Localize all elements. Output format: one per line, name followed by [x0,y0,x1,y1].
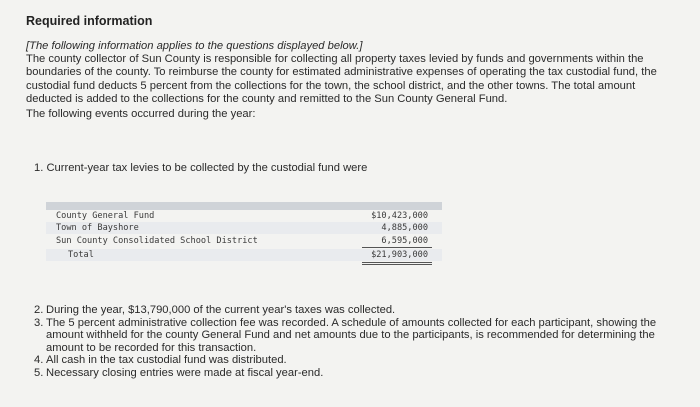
levy-amount: 4,885,000 [381,223,428,233]
total-amount: $21,903,000 [371,250,428,260]
levy-name: Sun County Consolidated School District [56,236,258,246]
subtotal-underline [362,247,432,248]
events-label: The following events occurred during the year: [26,108,256,121]
table-row-total [46,249,442,261]
table-row [46,235,442,247]
total-double-underline [362,262,432,265]
list-item [34,317,674,355]
event-1: 1. Current-year tax levies to be collected by the custodial fund were [34,162,368,174]
intro-note: [The following information applies to the questions displayed below.] [26,40,363,52]
event-text: During the year, $13,790,000 of the current year's taxes was collected. [46,304,396,316]
list-item [34,367,674,380]
event-text: The 5 percent administrative collection fee was recorded. A schedule of amounts collected for each participant, showing the amount withheld for the county General Fund and net amounts due to the participants, is recommended for determining the amount to be recorded for this transaction. [46,316,657,354]
table-header-bar [46,202,442,210]
intro-paragraph: The county collector of Sun County is responsible for collecting all property taxes levied by funds and governments within the boundaries of the county. To reimburse the county for estimated administrative expenses of operating the tax custodial fund, the custodial fund deducts 5 percent from the collections for the town, the school district, and the other towns. The total amount deducted is added to the collections for the county and remitted to the Sun County General Fund. [26,53,657,105]
table-row [46,222,442,234]
event-number: 3. [34,316,44,329]
list-item [34,354,674,367]
total-label: Total [68,250,94,260]
event-number: 2. [34,304,44,316]
events-list [34,304,674,380]
intro-block [26,40,676,121]
levy-amount: $10,423,000 [371,211,428,221]
event-text: All cash in the tax custodial fund was distributed. [46,354,287,367]
levy-name: Town of Bayshore [56,223,139,233]
table-row [46,210,442,222]
page-heading: Required information [26,14,153,28]
tax-levies-table [46,202,442,268]
list-item [34,304,674,317]
event-number: 4. [34,354,44,367]
levy-amount: 6,595,000 [381,236,428,246]
levy-name: County General Fund [56,211,155,221]
event-text: Necessary closing entries were made at fiscal year-end. [46,366,324,379]
event-number: 5. [34,366,44,379]
